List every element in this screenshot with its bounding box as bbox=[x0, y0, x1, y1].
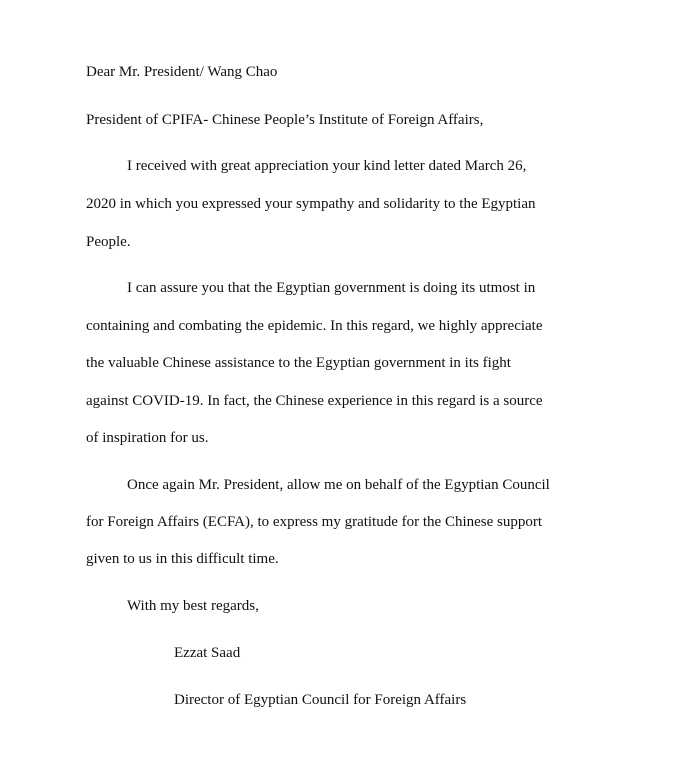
paragraph-3-line: for Foreign Affairs (ECFA), to express my gratitude for the Chinese support bbox=[86, 514, 543, 530]
signatory-title: Director of Egyptian Council for Foreign Affairs bbox=[174, 692, 467, 708]
paragraph-1-line: People. bbox=[86, 234, 131, 250]
salutation: Dear Mr. President/ Wang Chao bbox=[86, 64, 278, 80]
paragraph-2-line: I can assure you that the Egyptian government is doing its utmost in bbox=[127, 280, 536, 296]
paragraph-2-line: the valuable Chinese assistance to the Egyptian government in its fight bbox=[86, 355, 511, 371]
paragraph-1-line: 2020 in which you expressed your sympathy and solidarity to the Egyptian bbox=[86, 196, 536, 212]
closing: With my best regards, bbox=[127, 598, 259, 614]
paragraph-2-line: of inspiration for us. bbox=[86, 430, 209, 446]
signatory-name: Ezzat Saad bbox=[174, 645, 241, 661]
paragraph-2-line: containing and combating the epidemic. In this regard, we highly appreciate bbox=[86, 318, 543, 334]
paragraph-2-line: against COVID-19. In fact, the Chinese experience in this regard is a source bbox=[86, 393, 543, 409]
paragraph-1-line: I received with great appreciation your kind letter dated March 26, bbox=[127, 158, 527, 174]
recipient-title: President of CPIFA- Chinese People’s Institute of Foreign Affairs, bbox=[86, 112, 484, 128]
paragraph-3-line: Once again Mr. President, allow me on behalf of the Egyptian Council bbox=[127, 477, 550, 493]
paragraph-3-line: given to us in this difficult time. bbox=[86, 551, 279, 567]
